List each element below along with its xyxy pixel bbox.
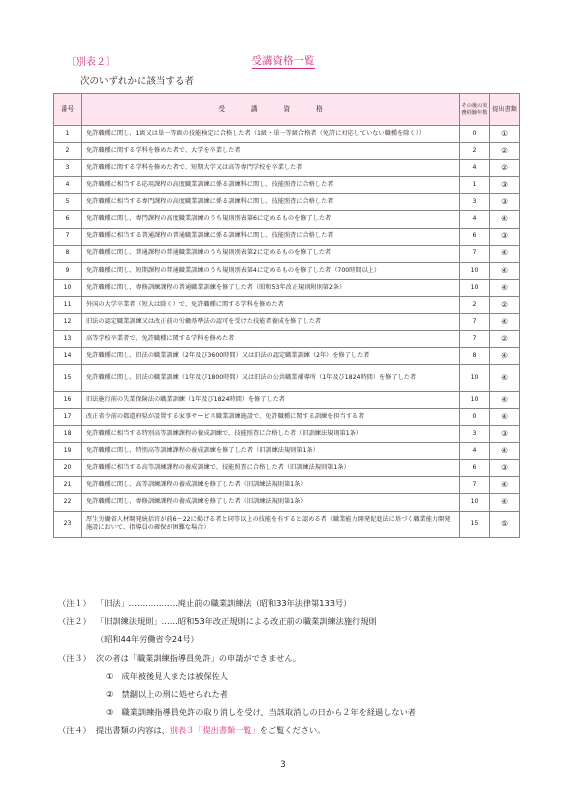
qualification-cell: 免許職種に関し、旧法の職業訓練（1年及び1800時間）又は旧法の公共職業補導所（1年及び1824時間）を修了した者 [82,365,460,392]
qualification-cell: 免許職種に関し、専門課程の高度職業訓練のうち規則別表第6に定めるものを修了した者 [82,211,460,228]
note-3-tag: （注３） [58,653,91,663]
header-experience-years: その後の実務経験年数 [460,94,490,126]
row-number-cell: 7 [54,228,82,245]
documents-cell: ④ [490,314,520,331]
note-4-text-end: をご覧ください。 [259,725,326,735]
qualification-cell: 免許職種に関し、普通課程の普通職業訓練のうち規則別表第2に定めるものを修了した者 [82,245,460,262]
note-2-text: 「旧訓練法規則」……昭和53年改正規則による改正前の職業訓練法施行規則 [96,616,377,626]
row-number-cell: 21 [54,477,82,494]
experience-years-cell: 1 [460,177,490,194]
documents-cell: ④ [490,443,520,460]
experience-years-cell: 6 [460,460,490,477]
table-row [54,331,520,348]
documents-cell: ④ [490,348,520,365]
appendix-3-link[interactable]: 別表３「提出書類一覧」 [169,725,260,735]
table-row [54,365,520,392]
experience-years-cell: 10 [460,365,490,392]
experience-years-cell: 7 [460,314,490,331]
table-row [54,296,520,313]
experience-years-cell: 10 [460,262,490,279]
experience-years-cell: 2 [460,143,490,160]
table-row [54,177,520,194]
row-number-cell: 8 [54,245,82,262]
table-row [54,211,520,228]
page-title-text: 受講資格一覧 [251,55,315,67]
documents-cell: ③ [490,426,520,443]
qualification-cell: 厚生労働省人材開発統括官が前6～22に掲げる者と同等以上の技能を有すると認める者（職業能力開発促進法に基づく職業能力開発施設において、指導員の確保が困難な場合） [82,511,460,538]
documents-cell: ③ [490,460,520,477]
page-number: 3 [280,760,286,770]
qualification-cell: 免許職種に関し、特別高等訓練課程の養成訓練を修了した者（旧訓練法規則第1条） [82,443,460,460]
experience-years-cell: 7 [460,331,490,348]
table-header-row [54,94,520,126]
experience-years-cell: 10 [460,279,490,296]
note-1-tag: （注１） [58,598,91,608]
experience-years-cell: 10 [460,391,490,408]
row-number-cell: 16 [54,391,82,408]
note-2-tag: （注２） [58,616,91,626]
qualification-cell: 免許職種に相当する専門課程の高度職業訓練に係る訓練科に関し、技能照査に合格した者 [82,194,460,211]
documents-cell: ② [490,160,520,177]
row-number-cell: 2 [54,143,82,160]
note-4 [58,725,325,736]
documents-cell: ④ [490,279,520,296]
row-number-cell: 11 [54,296,82,313]
qualification-cell: 免許職種に相当する応用課程の高度職業訓練に係る訓練科に関し、技能照査に合格した者 [82,177,460,194]
row-number-cell: 13 [54,331,82,348]
table-row [54,279,520,296]
experience-years-cell: 2 [460,296,490,313]
table-row [54,494,520,511]
table-row [54,426,520,443]
experience-years-cell: 0 [460,126,490,143]
note-4-text: 提出書類の内容は、 [96,725,170,735]
row-number-cell: 6 [54,211,82,228]
table-row [54,314,520,331]
row-number-cell: 23 [54,511,82,538]
qualification-cell: 高等学校卒業者で、免許職種に関する学科を修めた者 [82,331,460,348]
row-number-cell: 12 [54,314,82,331]
documents-cell: ③ [490,194,520,211]
row-number-cell: 18 [54,426,82,443]
row-number-cell: 5 [54,194,82,211]
row-number-cell: 4 [54,177,82,194]
documents-cell: ④ [490,391,520,408]
documents-cell: ④ [490,245,520,262]
qualification-cell: 免許職種に関し、専修訓練課程の養成訓練を修了した者（旧訓練法規則第1条） [82,494,460,511]
table-row [54,262,520,279]
row-number-cell: 20 [54,460,82,477]
documents-cell: ⑤ [490,511,520,538]
experience-years-cell: 4 [460,160,490,177]
row-number-cell: 3 [54,160,82,177]
note-3-item-3: ③ 職業訓練指導員免許の取り消しを受け、当該取消しの日から２年を経過しない者 [106,707,416,717]
documents-cell: ④ [490,211,520,228]
qualification-cell: 免許職種に関し、専修訓練課程の普通職業訓練を修了した者（昭和53年改正規則附則第2条） [82,279,460,296]
experience-years-cell: 4 [460,211,490,228]
qualification-table [53,93,520,538]
table-row [54,160,520,177]
experience-years-cell: 4 [460,443,490,460]
row-number-cell: 22 [54,494,82,511]
table-row [54,143,520,160]
table-row [54,443,520,460]
page-title [0,53,566,68]
row-number-cell: 14 [54,348,82,365]
experience-years-cell: 0 [460,409,490,426]
experience-years-cell: 7 [460,477,490,494]
qualification-cell: 外国の大学卒業者（短大は除く）で、免許職種に関する学科を修めた者 [82,296,460,313]
row-number-cell: 1 [54,126,82,143]
documents-cell: ② [490,143,520,160]
note-4-tag: （注４） [58,725,91,735]
note-3-text: 次の者は「職業訓練指導員免許」の申請ができません。 [96,653,302,663]
table-row [54,511,520,538]
qualification-cell: 免許職種に相当する普通課程の普通職業訓練に係る訓練科に関し、技能照査に合格した者 [82,228,460,245]
row-number-cell: 15 [54,365,82,392]
experience-years-cell: 8 [460,348,490,365]
documents-cell: ② [490,296,520,313]
note-1-text: 「旧法」………………廃止前の職業訓練法（昭和33年法律第133号） [96,598,352,608]
note-3-item-1: ① 成年被後見人または被保佐人 [106,671,228,681]
documents-cell: ① [490,126,520,143]
qualification-cell: 改正省令前の都道府県が設置する家事サービス職業訓練施設で、免許職種に関する訓練を担当する者 [82,409,460,426]
documents-cell: ④ [490,262,520,279]
qualification-cell: 旧法施行前の失業保険法の職業訓練（1年及び1824時間）を修了した者 [82,391,460,408]
lead-text: 次のいずれかに該当する者 [80,76,195,87]
row-number-cell: 10 [54,279,82,296]
table-row [54,477,520,494]
experience-years-cell: 7 [460,245,490,262]
row-number-cell: 9 [54,262,82,279]
appendix-label: 〔別表２〕 [66,57,116,68]
qualification-cell: 免許職種に相当する特別高等訓練課程の養成訓練で、技能照査に合格した者（旧訓練法規則第1条） [82,426,460,443]
table-row [54,228,520,245]
table-row [54,391,520,408]
table-row [54,126,520,143]
experience-years-cell: 10 [460,494,490,511]
qualification-cell: 免許職種に関し、1級又は単一等級の技能検定に合格した者（1級・単一等級合格者（免許に対応していない職種を除く）） [82,126,460,143]
qualification-cell: 免許職種に関する学科を修めた者で、短期大学又は高等専門学校を卒業した者 [82,160,460,177]
documents-cell: ② [490,331,520,348]
header-qualification: 受講資格 [82,94,460,126]
qualification-cell: 免許職種に関し、高等訓練課程の養成訓練を修了した者（旧訓練法規則第1条） [82,477,460,494]
qualification-cell: 免許職種に関する学科を修めた者で、大学を卒業した者 [82,143,460,160]
header-number: 番号 [54,94,82,126]
documents-cell: ④ [490,477,520,494]
note-2 [58,616,377,627]
note-3-item-2: ② 禁錮以上の刑に処せられた者 [106,689,228,699]
table-row [54,245,520,262]
qualification-cell: 免許職種に関し、短期課程の普通職業訓練のうち規則別表第4に定めるものを修了した者（700時間以上） [82,262,460,279]
qualification-cell: 免許職種に関し、旧法の職業訓練（2年及び3600時間）又は旧法の認定職業訓練（2年）を修了した者 [82,348,460,365]
note-1 [58,598,351,609]
table-row [54,194,520,211]
header-documents: 提出書類 [490,94,520,126]
row-number-cell: 17 [54,409,82,426]
qualification-cell: 免許職種に相当する高等訓練課程の養成訓練で、技能照査に合格した者（旧訓練法規則第1条） [82,460,460,477]
table-row [54,409,520,426]
documents-cell: ③ [490,228,520,245]
row-number-cell: 19 [54,443,82,460]
note-2-continuation: （昭和44年労働省令24号） [96,634,199,644]
documents-cell: ④ [490,494,520,511]
documents-cell: ④ [490,409,520,426]
experience-years-cell: 3 [460,426,490,443]
documents-cell: ③ [490,177,520,194]
experience-years-cell: 6 [460,228,490,245]
table-row [54,348,520,365]
table-row [54,460,520,477]
experience-years-cell: 15 [460,511,490,538]
qualification-cell: 旧法の認定職業訓練又は改正前の労働基準法の認可を受けた技能者養成を修了した者 [82,314,460,331]
note-3 [58,653,301,664]
documents-cell: ④ [490,365,520,392]
experience-years-cell: 3 [460,194,490,211]
